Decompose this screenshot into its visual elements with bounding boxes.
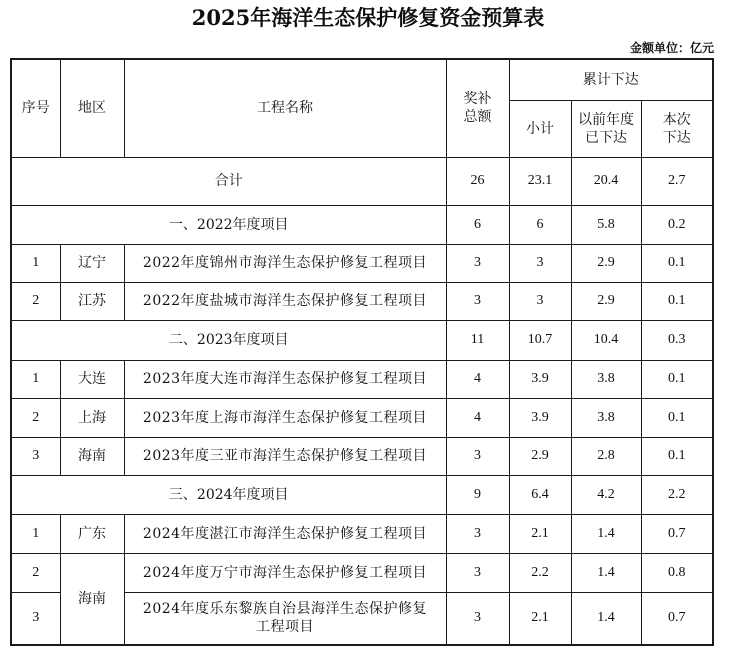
row-current: 0.7 [641, 514, 713, 553]
header-total-award-line1: 奖补 [463, 91, 492, 108]
table-row [11, 514, 713, 553]
row-current: 0.1 [641, 398, 713, 437]
row-total: 4 [446, 398, 509, 437]
section-previous: 5.8 [571, 205, 641, 244]
grand-total-subtotal: 23.1 [509, 157, 571, 205]
table-row [11, 360, 713, 398]
row-total: 3 [446, 437, 509, 475]
row-seq: 2 [11, 553, 60, 592]
budget-table [10, 58, 714, 646]
section-label: 一、2022年度项目 [11, 205, 446, 244]
row-region: 上海 [60, 398, 124, 437]
row-previous: 1.4 [571, 514, 641, 553]
header-current-line1: 本次 [662, 111, 691, 128]
section-current: 0.3 [641, 320, 713, 360]
row-current: 0.8 [641, 553, 713, 592]
row-total: 4 [446, 360, 509, 398]
row-subtotal: 3.9 [509, 360, 571, 398]
row-project: 2022年度锦州市海洋生态保护修复工程项目 [124, 244, 446, 282]
header-total-award [446, 59, 509, 157]
table-row [11, 437, 713, 475]
row-seq: 1 [11, 360, 60, 398]
row-subtotal: 2.2 [509, 553, 571, 592]
row-subtotal: 2.1 [509, 592, 571, 645]
grand-total-total: 26 [446, 157, 509, 205]
section-total: 6 [446, 205, 509, 244]
row-subtotal: 3.9 [509, 398, 571, 437]
row-project: 2024年度万宁市海洋生态保护修复工程项目 [124, 553, 446, 592]
row-seq: 2 [11, 398, 60, 437]
grand-total-previous: 20.4 [571, 157, 641, 205]
unit-label: 金额单位：亿元 [629, 41, 714, 55]
row-subtotal: 3 [509, 282, 571, 320]
table-row [11, 282, 713, 320]
row-seq: 1 [11, 244, 60, 282]
row-previous: 2.9 [571, 244, 641, 282]
header-previous-line2: 已下达 [585, 129, 627, 146]
row-region: 辽宁 [60, 244, 124, 282]
row-subtotal: 2.9 [509, 437, 571, 475]
header-current [641, 100, 713, 157]
row-current: 0.1 [641, 437, 713, 475]
section-subtotal: 6.4 [509, 475, 571, 514]
row-total: 3 [446, 244, 509, 282]
section-label: 二、2023年度项目 [11, 320, 446, 360]
row-seq: 1 [11, 514, 60, 553]
table-row [11, 244, 713, 282]
row-previous: 1.4 [571, 592, 641, 645]
header-row-1 [11, 59, 713, 100]
header-subtotal: 小计 [509, 100, 571, 157]
grand-total-row [11, 157, 713, 205]
row-previous: 3.8 [571, 360, 641, 398]
section-previous: 10.4 [571, 320, 641, 360]
row-total: 3 [446, 514, 509, 553]
section-row-2022 [11, 205, 713, 244]
row-project: 2022年度盐城市海洋生态保护修复工程项目 [124, 282, 446, 320]
row-current: 0.1 [641, 282, 713, 320]
section-total: 9 [446, 475, 509, 514]
grand-total-current: 2.7 [641, 157, 713, 205]
section-row-2023 [11, 320, 713, 360]
grand-total-label: 合计 [11, 157, 446, 205]
section-total: 11 [446, 320, 509, 360]
row-seq: 2 [11, 282, 60, 320]
row-total: 3 [446, 553, 509, 592]
row-total: 3 [446, 282, 509, 320]
header-project: 工程名称 [124, 59, 446, 157]
row-seq: 3 [11, 592, 60, 645]
row-previous: 3.8 [571, 398, 641, 437]
row-previous: 1.4 [571, 553, 641, 592]
row-subtotal: 2.1 [509, 514, 571, 553]
row-current: 0.1 [641, 244, 713, 282]
header-current-line2: 下达 [662, 129, 691, 146]
row-project: 2023年度上海市海洋生态保护修复工程项目 [124, 398, 446, 437]
header-region: 地区 [60, 59, 124, 157]
section-subtotal: 6 [509, 205, 571, 244]
header-previous-line1: 以前年度 [578, 111, 634, 128]
row-project: 2024年度湛江市海洋生态保护修复工程项目 [124, 514, 446, 553]
row-previous: 2.8 [571, 437, 641, 475]
row-current: 0.7 [641, 592, 713, 645]
row-region: 广东 [60, 514, 124, 553]
row-project: 2023年度三亚市海洋生态保护修复工程项目 [124, 437, 446, 475]
section-label: 三、2024年度项目 [11, 475, 446, 514]
section-row-2024 [11, 475, 713, 514]
row-region: 江苏 [60, 282, 124, 320]
section-current: 2.2 [641, 475, 713, 514]
row-total: 3 [446, 592, 509, 645]
section-subtotal: 10.7 [509, 320, 571, 360]
header-total-award-line2: 总额 [463, 109, 492, 126]
row-project: 2023年度大连市海洋生态保护修复工程项目 [124, 360, 446, 398]
section-previous: 4.2 [571, 475, 641, 514]
row-seq: 3 [11, 437, 60, 475]
section-current: 0.2 [641, 205, 713, 244]
header-previous [571, 100, 641, 157]
row-previous: 2.9 [571, 282, 641, 320]
table-row [11, 398, 713, 437]
row-subtotal: 3 [509, 244, 571, 282]
row-project: 2024年度乐东黎族自治县海洋生态保护修复工程项目 [124, 592, 446, 645]
row-region: 海南 [60, 437, 124, 475]
header-cumulative: 累计下达 [509, 59, 713, 100]
row-region-merged: 海南 [60, 553, 124, 645]
document-title: 2025年海洋生态保护修复资金预算表 [191, 5, 545, 30]
row-current: 0.1 [641, 360, 713, 398]
row-region: 大连 [60, 360, 124, 398]
table-row [11, 553, 713, 592]
header-seq: 序号 [11, 59, 60, 157]
